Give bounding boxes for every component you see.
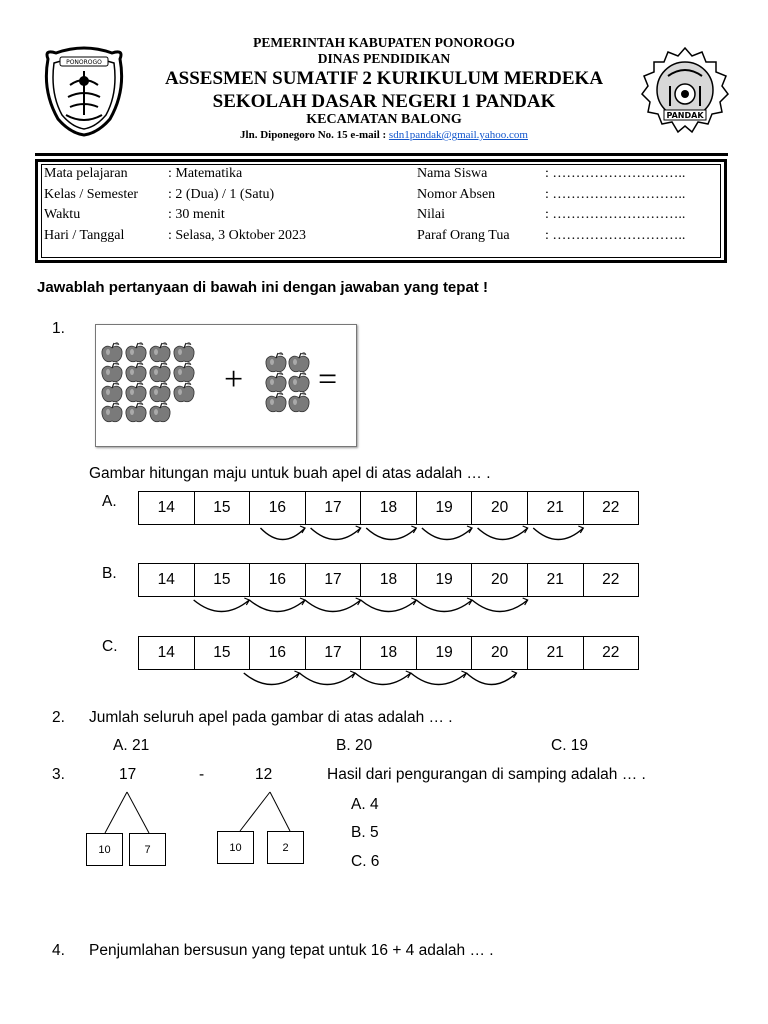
split-box-b-ones: 2 — [267, 831, 304, 864]
q3-option-a[interactable]: A. 4 — [351, 796, 379, 813]
hop-arcs-c — [138, 670, 639, 700]
number-cell: 21 — [528, 637, 584, 669]
number-cell: 22 — [602, 644, 620, 661]
apple-icon — [266, 393, 286, 412]
number-cell: 22 — [602, 499, 620, 516]
header-department: DINAS PENDIDIKAN — [317, 51, 451, 66]
apple-icon — [289, 353, 309, 372]
info-score-field[interactable]: : ……………………….. — [545, 207, 686, 222]
apple-icon — [126, 383, 146, 402]
number-cell: 20 — [472, 564, 528, 596]
number-cell: 15 — [195, 564, 251, 596]
hop-arc — [299, 673, 355, 685]
school-logo — [640, 46, 730, 138]
header-district: KECAMATAN BALONG — [306, 112, 462, 127]
instruction-text: Jawablah pertanyaan di bawah ini dengan jawaban yang tepat ! — [37, 279, 488, 296]
q3-minuend: 17 — [119, 766, 137, 783]
q3-option-c[interactable]: C. 6 — [351, 853, 380, 870]
number-cell: 19 — [417, 637, 473, 669]
apple-icon — [289, 393, 309, 412]
info-absen-label: Nomor Absen — [417, 187, 496, 202]
apple-icon — [150, 383, 170, 402]
hop-arc — [260, 528, 305, 540]
number-cell: 14 — [139, 492, 195, 524]
hop-arc — [478, 528, 528, 540]
q3-operator: - — [199, 766, 205, 783]
split-box-b-tens: 10 — [217, 831, 254, 864]
number-cell: 16 — [250, 492, 306, 524]
header-exam-title: ASSESMEN SUMATIF 2 KURIKULUM MERDEKA — [164, 68, 604, 89]
header-school-name: SEKOLAH DASAR NEGERI 1 PANDAK — [212, 91, 556, 112]
number-cell: 15 — [195, 637, 251, 669]
apple-icon — [289, 373, 309, 392]
number-cell: 20 — [472, 492, 528, 524]
number-cell: 22 — [602, 571, 620, 588]
q1-option-a-label: A. — [102, 493, 117, 510]
svg-text:PANDAK: PANDAK — [666, 111, 704, 120]
number-cell: 21 — [528, 564, 584, 596]
number-cell: 16 — [250, 637, 306, 669]
email-link[interactable]: sdn1pandak@gmail.yahoo.com — [388, 129, 528, 141]
hop-arcs-a — [138, 525, 639, 555]
hop-arc — [305, 600, 361, 612]
hop-arc — [422, 528, 472, 540]
info-score-label: Nilai — [417, 207, 445, 222]
hop-arcs-b — [138, 597, 639, 627]
number-cell: 21 — [528, 492, 584, 524]
number-cell: 17 — [306, 564, 362, 596]
q2-option-a[interactable]: A. 21 — [113, 737, 150, 754]
number-strip-b[interactable] — [138, 563, 639, 597]
split-box-a-tens: 10 — [86, 833, 123, 866]
number-cell: 15 — [195, 492, 251, 524]
apple-icon — [174, 343, 194, 362]
hop-arc — [194, 600, 250, 612]
number-cell: 14 — [139, 637, 195, 669]
header-address — [150, 129, 618, 141]
q1-option-c-label: C. — [102, 638, 118, 655]
header-rule-thick — [35, 153, 728, 156]
hop-arc — [361, 600, 417, 612]
hop-arc — [244, 673, 300, 685]
apple-icon — [102, 403, 122, 422]
q1-number: 1. — [52, 320, 65, 337]
apple-icon — [266, 353, 286, 372]
hop-arc — [472, 600, 528, 612]
apple-icon — [150, 403, 170, 422]
q3-option-b[interactable]: B. 5 — [351, 824, 379, 841]
hop-arc — [366, 528, 416, 540]
number-strip-c[interactable] — [138, 636, 639, 670]
info-time-label: Waktu — [44, 207, 81, 222]
number-strip-a[interactable] — [138, 491, 639, 525]
split-lines-a — [85, 790, 175, 835]
info-subject-value: : Matematika — [168, 166, 243, 181]
split-box-a-ones: 7 — [129, 833, 166, 866]
apple-icon — [174, 383, 194, 402]
number-cell: 19 — [417, 564, 473, 596]
q4-question: Penjumlahan bersusun yang tepat untuk 16 + 4 adalah … . — [89, 942, 494, 959]
apple-icon — [126, 343, 146, 362]
info-class-label: Kelas / Semester — [44, 187, 139, 202]
apple-icon — [266, 373, 286, 392]
number-cell: 19 — [417, 492, 473, 524]
q2-question: Jumlah seluruh apel pada gambar di atas adalah … . — [89, 709, 453, 726]
hop-arc — [355, 673, 411, 685]
apple-icon — [102, 343, 122, 362]
info-date-label: Hari / Tanggal — [44, 228, 125, 243]
apple-icon — [102, 363, 122, 382]
info-parent-field[interactable]: : ……………………….. — [545, 228, 686, 243]
plus-sign: + — [224, 361, 244, 398]
info-name-field[interactable]: : ……………………….. — [545, 166, 686, 181]
hop-arc — [411, 673, 467, 685]
number-cell: 18 — [361, 564, 417, 596]
apple-icon — [126, 403, 146, 422]
hop-arc — [466, 673, 516, 685]
info-parent-label: Paraf Orang Tua — [417, 228, 510, 243]
number-cell: 16 — [250, 564, 306, 596]
apple-icon — [150, 363, 170, 382]
apple-icon — [150, 343, 170, 362]
q1-option-b-label: B. — [102, 565, 117, 582]
number-cell: 14 — [139, 564, 195, 596]
info-date-value: : Selasa, 3 Oktober 2023 — [168, 228, 307, 243]
svg-text:PONOROGO: PONOROGO — [66, 59, 102, 66]
number-cell: 18 — [361, 492, 417, 524]
ponorogo-logo — [40, 45, 128, 137]
apple-picture-box — [95, 324, 357, 447]
hop-arc — [416, 600, 472, 612]
equals-sign: = — [318, 361, 338, 398]
split-lines-b — [215, 790, 310, 833]
info-class-value: : 2 (Dua) / 1 (Satu) — [168, 187, 275, 202]
q2-number: 2. — [52, 709, 65, 726]
q3-subtrahend: 12 — [255, 766, 273, 783]
hop-arc — [533, 528, 583, 540]
hop-arc — [311, 528, 361, 540]
apple-icon — [102, 383, 122, 402]
q1-question: Gambar hitungan maju untuk buah apel di atas adalah … . — [89, 465, 491, 482]
header-government: PEMERINTAH KABUPATEN PONOROGO — [253, 35, 515, 50]
q2-option-b[interactable]: B. 20 — [336, 737, 373, 754]
apple-icon — [174, 363, 194, 382]
q3-question: Hasil dari pengurangan di samping adalah … . — [327, 766, 646, 783]
number-cell: 18 — [361, 637, 417, 669]
number-cell: 20 — [472, 637, 528, 669]
info-time-value: : 30 menit — [168, 207, 225, 222]
info-name-label: Nama Siswa — [417, 166, 488, 181]
q3-number: 3. — [52, 766, 65, 783]
number-cell: 17 — [306, 637, 362, 669]
q4-number: 4. — [52, 942, 65, 959]
q2-option-c[interactable]: C. 19 — [551, 737, 589, 754]
info-absen-field[interactable]: : ……………………….. — [545, 187, 686, 202]
number-cell: 17 — [306, 492, 362, 524]
info-subject-label: Mata pelajaran — [44, 166, 128, 181]
apple-icon — [126, 363, 146, 382]
hop-arc — [249, 600, 305, 612]
address-text: Jln. Diponegoro No. 15 e-mail : — [240, 129, 389, 141]
